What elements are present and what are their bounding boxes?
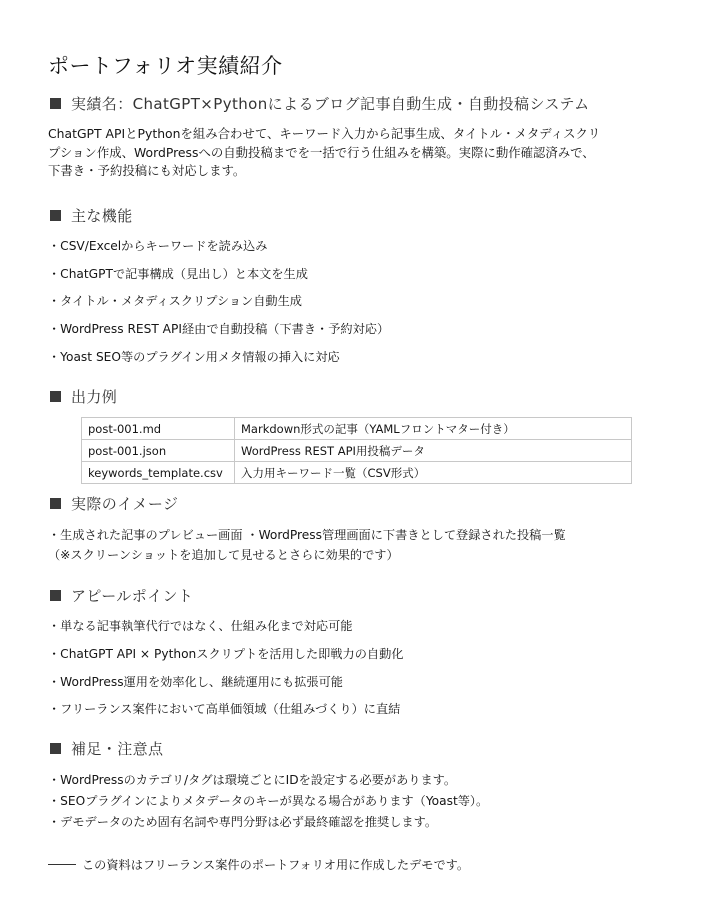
feature-item: ・CSV/Excelからキーワードを読み込み	[48, 239, 268, 253]
appeal-item: ・単なる記事執筆代行ではなく、仕組み化まで対応可能	[48, 619, 353, 633]
image-line: ・生成された記事のプレビュー画面 ・WordPress管理画面に下書きとして登録された投稿一覧	[48, 528, 566, 542]
note-item: ・WordPressのカテゴリ/タグは環境ごとにIDを設定する必要があります。	[48, 773, 457, 787]
intro-line: プション作成、WordPressへの自動投稿までを一括で行う仕組みを構築。実際に動作確認済みで、	[48, 144, 595, 160]
feature-item: ・WordPress REST API経由で自動投稿（下書き・予約対応）	[48, 322, 390, 336]
file-name-cell: post-001.md	[82, 418, 235, 440]
section-heading-features: 主な機能	[50, 205, 133, 226]
file-name-cell: post-001.json	[82, 440, 235, 462]
file-desc-cell: Markdown形式の記事（YAMLフロントマター付き）	[235, 418, 632, 440]
intro-paragraph	[48, 125, 668, 181]
section-heading-image: 実際のイメージ	[50, 493, 178, 514]
appeal-item: ・WordPress運用を効率化し、継続運用にも拡張可能	[48, 675, 343, 689]
page-title: ポートフォリオ実績紹介	[48, 54, 283, 78]
appeal-item: ・フリーランス案件において高単価領域（仕組みづくり）に直結	[48, 702, 401, 716]
image-line: （※スクリーンショットを追加して見せるとさらに効果的です）	[48, 548, 399, 562]
section-heading-appeal: アピールポイント	[50, 585, 193, 606]
dash-rule	[48, 864, 76, 865]
footer-note: この資料はフリーランス案件のポートフォリオ用に作成したデモです。	[48, 856, 469, 873]
table-row	[82, 462, 632, 484]
feature-item: ・Yoast SEO等のプラグイン用メタ情報の挿入に対応	[48, 350, 340, 364]
square-bullet-icon	[50, 98, 61, 109]
appeal-item: ・ChatGPT API × Pythonスクリプトを活用した即戦力の自動化	[48, 647, 404, 661]
feature-item: ・ChatGPTで記事構成（見出し）と本文を生成	[48, 267, 308, 281]
square-bullet-icon	[50, 210, 61, 221]
table-row	[82, 440, 632, 462]
file-name-cell: keywords_template.csv	[82, 462, 235, 484]
square-bullet-icon	[50, 743, 61, 754]
section-heading-project: 実績名：ChatGPT×Pythonによるブログ記事自動生成・自動投稿システム	[50, 93, 590, 114]
square-bullet-icon	[50, 391, 61, 402]
table-row	[82, 418, 632, 440]
file-desc-cell: 入力用キーワード一覧（CSV形式）	[235, 462, 632, 484]
section-heading-output: 出力例	[50, 386, 117, 407]
square-bullet-icon	[50, 498, 61, 509]
file-desc-cell: WordPress REST API用投稿データ	[235, 440, 632, 462]
section-heading-notes: 補足・注意点	[50, 738, 163, 759]
square-bullet-icon	[50, 590, 61, 601]
intro-line: 下書き・予約投稿にも対応します。	[48, 163, 246, 178]
note-item: ・SEOプラグインによりメタデータのキーが異なる場合があります（Yoast等）。	[48, 794, 489, 808]
note-item: ・デモデータのため固有名詞や専門分野は必ず最終確認を推奨します。	[48, 815, 438, 829]
output-table	[81, 417, 632, 484]
intro-line: ChatGPT APIとPythonを組み合わせて、キーワード入力から記事生成、タイトル・メタディスクリ	[48, 126, 601, 141]
feature-item: ・タイトル・メタディスクリプション自動生成	[48, 294, 302, 308]
